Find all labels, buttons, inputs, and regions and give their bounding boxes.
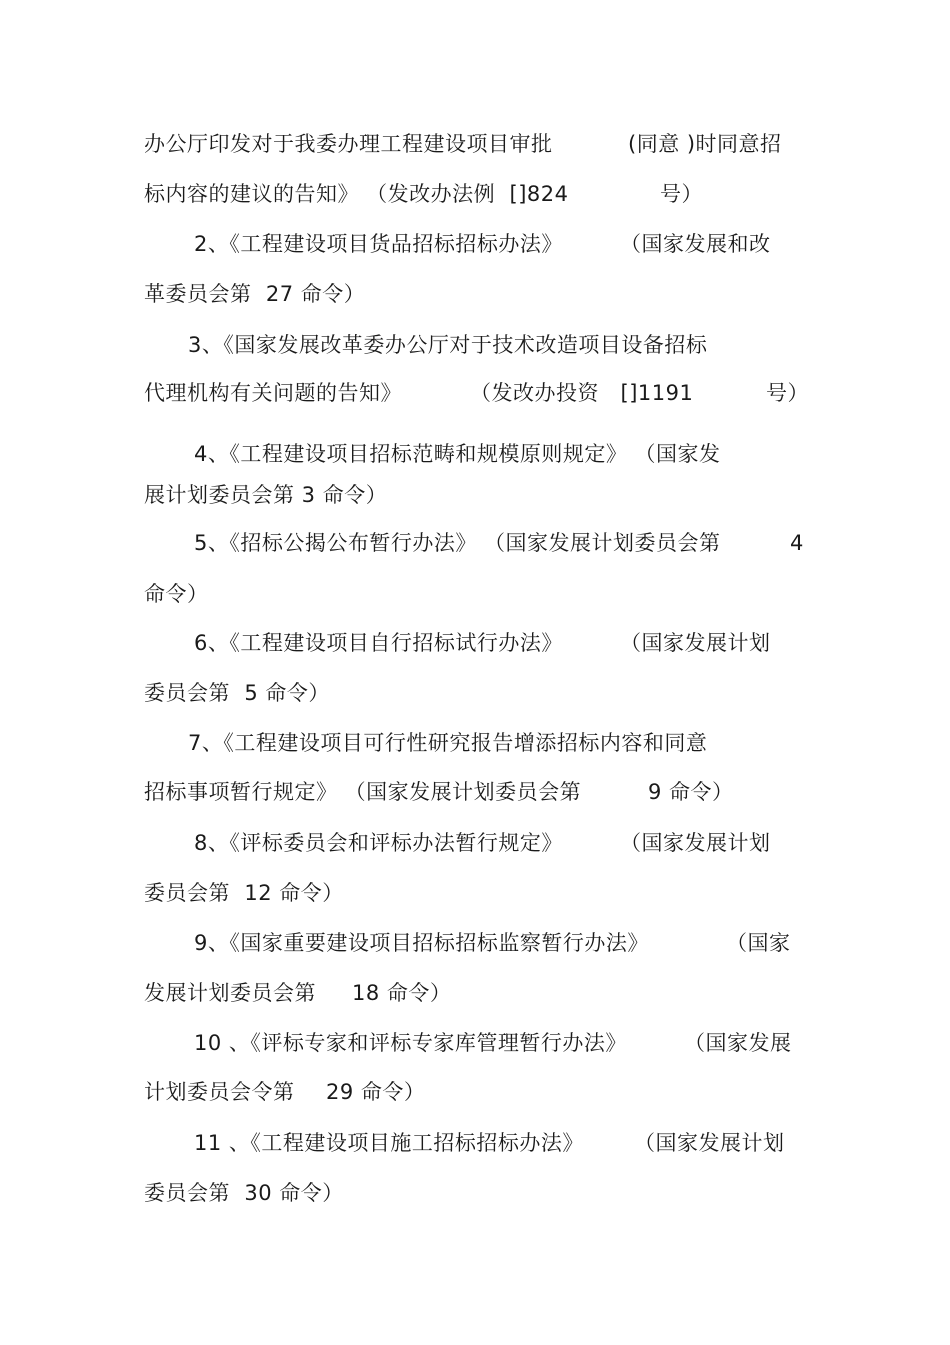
item-3-line-2 xyxy=(144,482,388,560)
text-segment: 6、《工程建设项目自行招标试行办法》 xyxy=(194,631,563,655)
text-segment: 7、《工程建设项目可行性研究报告增添招标内容和同意 xyxy=(188,731,708,755)
text-segment: 9、《国家重要建设项目招标招标监察暂行办法》 xyxy=(194,931,649,955)
text-segment: （国家发展计划 xyxy=(634,1131,785,1155)
item-5-line-2 xyxy=(144,680,330,758)
item-7-line-2 xyxy=(144,880,344,958)
text-segment: 3、《国家发展改革委办公厅对于技术改造项目设备招标 xyxy=(188,333,708,357)
text-segment: 委员会第 5 命令） xyxy=(144,681,330,705)
text-segment: （发改办投资 []1191 xyxy=(470,381,694,405)
text-segment: 29 命令） xyxy=(326,1080,426,1104)
text-segment: 2、《工程建设项目货品招标招标办法》 xyxy=(194,232,563,256)
text-segment: 委员会第 12 命令） xyxy=(144,881,344,905)
text-segment: 5、《招标公揭公布暂行办法》 （国家发展计划委员会第 xyxy=(194,531,721,555)
text-segment: 9 命令） xyxy=(648,780,734,804)
text-segment: （国家发展 xyxy=(684,1031,792,1055)
text-segment: 发展计划委员会第 xyxy=(144,981,316,1005)
text-segment: 18 命令） xyxy=(352,981,452,1005)
text-segment: （国家发展计划 xyxy=(620,831,771,855)
text-segment: 4 xyxy=(790,531,804,555)
item-10-line-2 xyxy=(144,1180,344,1258)
item-1-line-2 xyxy=(144,281,366,359)
text-segment: （国家发展计划 xyxy=(620,631,771,655)
text-segment: 办公厅印发对于我委办理工程建设项目审批 xyxy=(144,132,553,156)
text-segment: 11 、《工程建设项目施工招标招标办法》 xyxy=(194,1131,584,1155)
text-segment: 号） xyxy=(766,381,809,405)
text-segment: （国家 xyxy=(726,931,791,955)
text-segment: 展计划委员会第 3 命令） xyxy=(144,483,388,507)
text-segment: 命令） xyxy=(144,582,209,606)
text-segment: 4、《工程建设项目招标范畴和规模原则规定》 （国家发 xyxy=(194,442,721,466)
text-segment: 10 、《评标专家和评标专家库管理暂行办法》 xyxy=(194,1031,627,1055)
text-segment: 革委员会第 27 命令） xyxy=(144,282,366,306)
text-segment: 招标事项暂行规定》 （国家发展计划委员会第 xyxy=(144,780,582,804)
text-segment: 8、《评标委员会和评标办法暂行规定》 xyxy=(194,831,563,855)
text-segment: 标内容的建议的告知》 （发改办法例 []824 xyxy=(144,182,569,206)
text-segment: 委员会第 30 命令） xyxy=(144,1181,344,1205)
text-segment: 代理机构有关问题的告知》 xyxy=(144,381,402,405)
text-segment: 号） xyxy=(660,182,703,206)
item-4-line-2 xyxy=(144,581,209,659)
text-segment: （国家发展和改 xyxy=(620,232,771,256)
text-segment: (同意 )时同意招 xyxy=(628,132,782,156)
text-segment: 计划委员会令第 xyxy=(144,1080,295,1104)
